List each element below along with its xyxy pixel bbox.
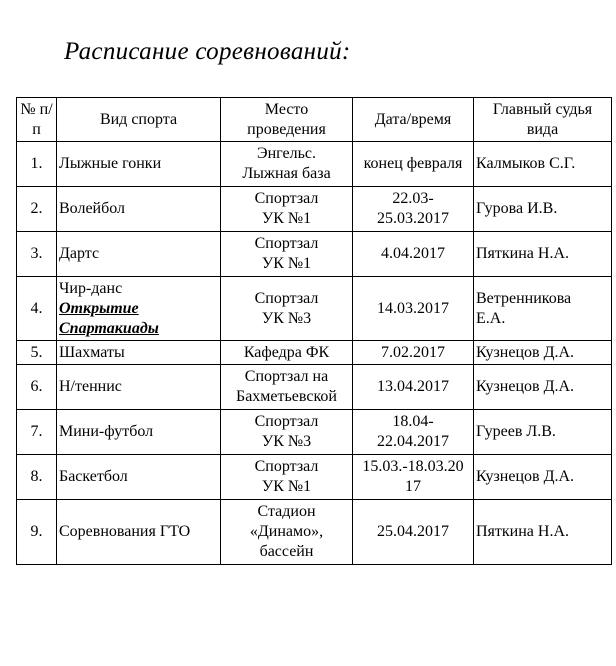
sport-name: Мини-футбол bbox=[59, 423, 154, 440]
place-cell bbox=[221, 142, 353, 187]
place-line: Спортзал bbox=[254, 190, 319, 207]
row-number: 1. bbox=[17, 142, 57, 187]
sport-name: Соревнования ГТО bbox=[59, 523, 191, 540]
judge-cell bbox=[474, 410, 612, 455]
place-line: Кафедра ФК bbox=[243, 343, 330, 361]
judge-cell bbox=[474, 277, 612, 341]
place-cell bbox=[221, 232, 353, 277]
judge-cell bbox=[474, 142, 612, 187]
column-header-num: № п/п bbox=[17, 98, 57, 142]
judge-line: Гурова И.В. bbox=[476, 200, 558, 217]
column-header-sport: Вид спорта bbox=[57, 98, 221, 142]
row-number: 4. bbox=[17, 277, 57, 341]
place-cell bbox=[221, 410, 353, 455]
date-cell bbox=[353, 232, 474, 277]
column-header-place-line: Место bbox=[264, 100, 309, 118]
place-line: Спортзал bbox=[254, 458, 319, 475]
table-row bbox=[17, 410, 612, 455]
date-line: 22.03- bbox=[392, 190, 434, 207]
sport-name: Н/теннис bbox=[59, 378, 122, 395]
sport-cell bbox=[57, 341, 221, 365]
date-line: 7.02.2017 bbox=[381, 343, 445, 361]
date-line: 22.04.2017 bbox=[377, 433, 449, 450]
date-line: 4.04.2017 bbox=[381, 245, 445, 262]
table-row bbox=[17, 455, 612, 500]
place-cell bbox=[221, 365, 353, 410]
row-number: 7. bbox=[17, 410, 57, 455]
place-cell bbox=[221, 187, 353, 232]
table-row bbox=[17, 277, 612, 341]
judge-cell bbox=[474, 232, 612, 277]
row-number: 9. bbox=[17, 500, 57, 565]
column-header-judge bbox=[474, 98, 612, 142]
place-cell bbox=[221, 500, 353, 565]
row-number: 8. bbox=[17, 455, 57, 500]
sport-cell bbox=[57, 232, 221, 277]
place-line: Энгельс. bbox=[257, 145, 316, 162]
date-line: 25.03.2017 bbox=[377, 210, 449, 227]
sport-name: Чир-данс bbox=[59, 279, 123, 297]
judge-cell bbox=[474, 365, 612, 410]
date-line: 14.03.2017 bbox=[377, 299, 449, 317]
sport-name: Шахматы bbox=[59, 343, 125, 361]
place-line: УК №1 bbox=[261, 478, 312, 495]
date-cell bbox=[353, 187, 474, 232]
place-cell bbox=[221, 341, 353, 365]
judge-line: Ветренникова bbox=[476, 289, 572, 307]
sport-cell bbox=[57, 142, 221, 187]
judge-cell bbox=[474, 500, 612, 565]
judge-line: Кузнецов Д.А. bbox=[476, 468, 575, 485]
sport-cell bbox=[57, 455, 221, 500]
judge-line: Кузнецов Д.А. bbox=[476, 343, 575, 361]
place-line: «Динамо», bbox=[249, 523, 324, 540]
date-line: 17 bbox=[405, 478, 421, 495]
place-line: УК №3 bbox=[261, 433, 312, 450]
table-row bbox=[17, 341, 612, 365]
opening-note: Открытие Спартакиады bbox=[59, 299, 159, 337]
table-row bbox=[17, 365, 612, 410]
table-row bbox=[17, 500, 612, 565]
place-line: Спортзал bbox=[254, 235, 319, 252]
date-line: 15.03.-18.03.20 bbox=[362, 458, 464, 475]
date-cell bbox=[353, 410, 474, 455]
judge-cell bbox=[474, 455, 612, 500]
judge-line: Калмыков С.Г. bbox=[476, 155, 576, 172]
sport-cell bbox=[57, 277, 221, 341]
table-row bbox=[17, 142, 612, 187]
place-line: Спортзал на bbox=[244, 368, 329, 385]
table-row bbox=[17, 187, 612, 232]
sport-name: Дартс bbox=[59, 245, 100, 262]
place-line: Спортзал bbox=[254, 289, 319, 307]
date-cell bbox=[353, 455, 474, 500]
column-header-date: Дата/время bbox=[353, 98, 474, 142]
judge-line: Е.А. bbox=[476, 309, 506, 327]
column-header-place-line: проведения bbox=[247, 120, 326, 138]
date-line: 25.04.2017 bbox=[377, 523, 449, 540]
sport-name: Волейбол bbox=[59, 200, 126, 217]
place-line: УК №1 bbox=[261, 255, 312, 272]
row-number: 2. bbox=[17, 187, 57, 232]
column-header-judge-line: вида bbox=[526, 120, 559, 138]
date-cell bbox=[353, 277, 474, 341]
column-header-judge-line: Главный судья bbox=[492, 100, 593, 118]
date-cell bbox=[353, 500, 474, 565]
row-number: 6. bbox=[17, 365, 57, 410]
date-line: конец февраля bbox=[363, 155, 463, 172]
sport-cell bbox=[57, 410, 221, 455]
place-line: УК №1 bbox=[261, 210, 312, 227]
date-cell bbox=[353, 142, 474, 187]
date-line: 18.04- bbox=[392, 413, 434, 430]
place-line: Бахметьевской bbox=[236, 388, 337, 405]
sport-cell bbox=[57, 500, 221, 565]
judge-line: Кузнецов Д.А. bbox=[476, 378, 575, 395]
page-title: Расписание соревнований: bbox=[64, 38, 351, 65]
table-header-row bbox=[17, 98, 612, 142]
sport-cell bbox=[57, 365, 221, 410]
column-header-place bbox=[221, 98, 353, 142]
place-line: бассейн bbox=[259, 543, 314, 560]
place-cell bbox=[221, 277, 353, 341]
row-number: 3. bbox=[17, 232, 57, 277]
place-line: Стадион bbox=[257, 503, 316, 520]
place-line: Спортзал bbox=[254, 413, 319, 430]
place-line: Лыжная база bbox=[242, 165, 331, 182]
judge-cell bbox=[474, 341, 612, 365]
place-cell bbox=[221, 455, 353, 500]
judge-line: Гуреев Л.В. bbox=[476, 423, 556, 440]
row-number: 5. bbox=[17, 341, 57, 365]
sport-name: Баскетбол bbox=[59, 468, 128, 485]
date-cell bbox=[353, 365, 474, 410]
sport-name: Лыжные гонки bbox=[59, 155, 162, 172]
judge-line: Пяткина Н.А. bbox=[476, 245, 570, 262]
schedule-table bbox=[16, 97, 612, 565]
judge-line: Пяткина Н.А. bbox=[476, 523, 570, 540]
sport-cell bbox=[57, 187, 221, 232]
table-row bbox=[17, 232, 612, 277]
date-cell bbox=[353, 341, 474, 365]
place-line: УК №3 bbox=[261, 309, 312, 327]
judge-cell bbox=[474, 187, 612, 232]
date-line: 13.04.2017 bbox=[377, 378, 449, 395]
